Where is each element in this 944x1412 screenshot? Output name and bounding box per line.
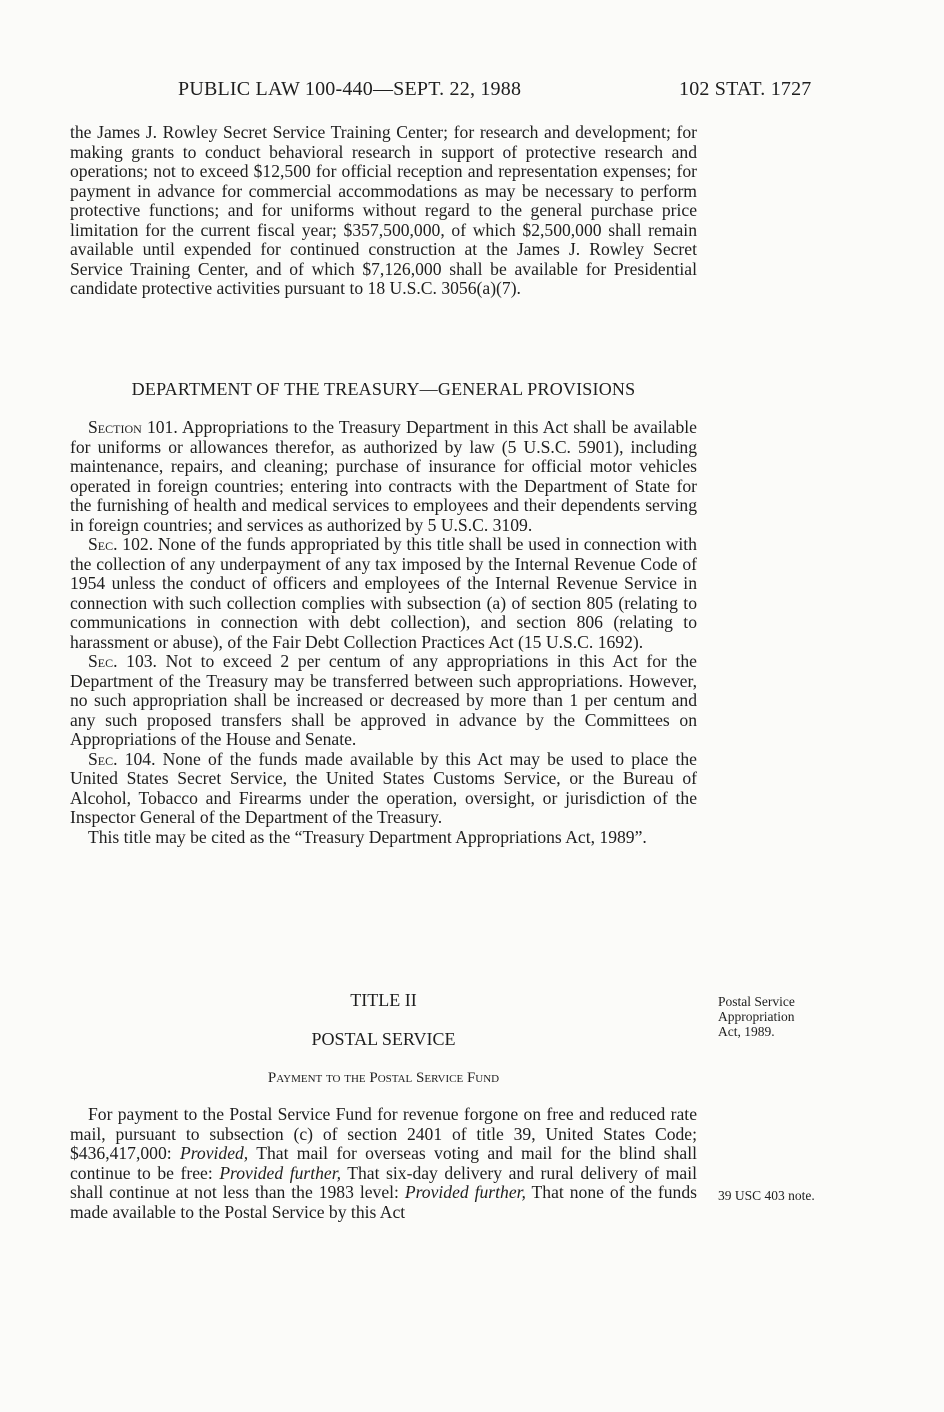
margin-note-line: Appropriation	[718, 1009, 795, 1024]
postal-paragraph	[70, 1105, 697, 1222]
margin-note-line: Act, 1989.	[718, 1024, 775, 1039]
running-head-public-law: PUBLIC LAW 100-440—SEPT. 22, 1988	[178, 78, 522, 100]
section-text: Appropriations to the Treasury Department in this Act shall be available for uniforms or allowances therefor, as authorized by law (5 U.S.C. 5901), including maintenance, repairs, and cleaning; purchase of insurance for official motor vehicles operated in foreign countries; entering into contracts with the Department of State for the furnishing of health and medical services to employees and their dependents serving in foreign countries; and services as authorized by 5 U.S.C. 3109.	[70, 417, 697, 535]
margin-note-postal-act	[718, 994, 795, 1039]
section-label: Section 101.	[88, 417, 178, 437]
section-text: Not to exceed 2 per centum of any appropriations in this Act for the Department of the Treasury may be transferred between such appropriations. However, no such appropriation shall be increased or decreased by more than 1 per centum and any such proposed transfers shall be approved in advance by the Committees on Appropriations of the House and Senate.	[70, 651, 697, 749]
postal-text-part4: That none of the funds made available to the Postal Service by this Act	[70, 1182, 697, 1222]
section-101	[70, 418, 697, 535]
running-head-stat-page: 102 STAT. 1727	[679, 78, 812, 100]
provided-clause-1: Provided,	[179, 1143, 249, 1163]
section-text: None of the funds appropriated by this title shall be used in connection with the collection of any underpayment of any tax imposed by the Internal Revenue Code of 1954 unless the conduct of officers and employees of the Internal Revenue Service in connection with such collection complies with subsection (a) of section 805 (relating to communications in connection with debt collection), and section 806 (relating to harassment or abuse), of the Fair Debt Collection Practices Act (15 U.S.C. 1692).	[70, 534, 697, 652]
general-provisions-heading: DEPARTMENT OF THE TREASURY—GENERAL PROVISIONS	[131, 379, 636, 399]
title-ii-heading: TITLE II	[350, 990, 417, 1010]
provided-clause-3: Provided further,	[404, 1182, 526, 1202]
provided-clause-2: Provided further,	[219, 1162, 342, 1183]
general-provisions-sections	[70, 418, 697, 847]
payment-fund-heading: Payment to the Postal Service Fund	[267, 1070, 500, 1086]
section-label: Sec. 104.	[88, 748, 156, 769]
section-104	[70, 750, 697, 828]
postal-service-heading: POSTAL SERVICE	[311, 1029, 456, 1049]
short-title-citation: This title may be cited as the “Treasury Department Appropriations Act, 1989”.	[88, 826, 647, 847]
margin-note-usc: 39 USC 403 note.	[718, 1188, 815, 1203]
section-103	[70, 652, 697, 750]
postal-text-part2: That mail for overseas voting and mail for the blind shall continue to be free:	[70, 1143, 697, 1183]
section-label: Sec. 102.	[88, 534, 154, 554]
postal-paragraph-text	[70, 1105, 697, 1222]
section-label: Sec. 103.	[88, 651, 157, 671]
postal-text-part3: That six-day delivery and rural delivery of mail shall continue at not less than the 1983 level:	[70, 1162, 697, 1202]
opening-paragraph	[70, 123, 697, 299]
section-text: None of the funds made available by this Act may be used to place the United States Secret Service, the United States Customs Service, or the Bureau of Alcohol, Tobacco and Firearms under the operation, oversight, or jurisdiction of the Inspector General of the Department of the Treasury.	[70, 748, 697, 827]
opening-paragraph-text: the James J. Rowley Secret Service Training Center; for research and development; for making grants to conduct behavioral research in support of protective research and operations; not to exceed $12,500 for official reception and representation expenses; for payment in advance for commercial accommodations as may be necessary to perform protective functions; and for uniforms without regard to the general purchase price limitation for the current fiscal year; $357,500,000, of which $2,500,000 shall remain available until expended for continued construction at the James J. Rowley Secret Service Training Center, and of which $7,126,000 shall be available for Presidential candidate protective activities pursuant to 18 U.S.C. 3056(a)(7).	[70, 122, 697, 298]
margin-note-line: Postal Service	[718, 994, 795, 1009]
postal-text-part1: For payment to the Postal Service Fund for revenue forgone on free and reduced rate mail, pursuant to subsection (c) of section 2401 of title 39, United States Code; $436,417,000:	[70, 1104, 697, 1163]
section-102	[70, 535, 697, 652]
